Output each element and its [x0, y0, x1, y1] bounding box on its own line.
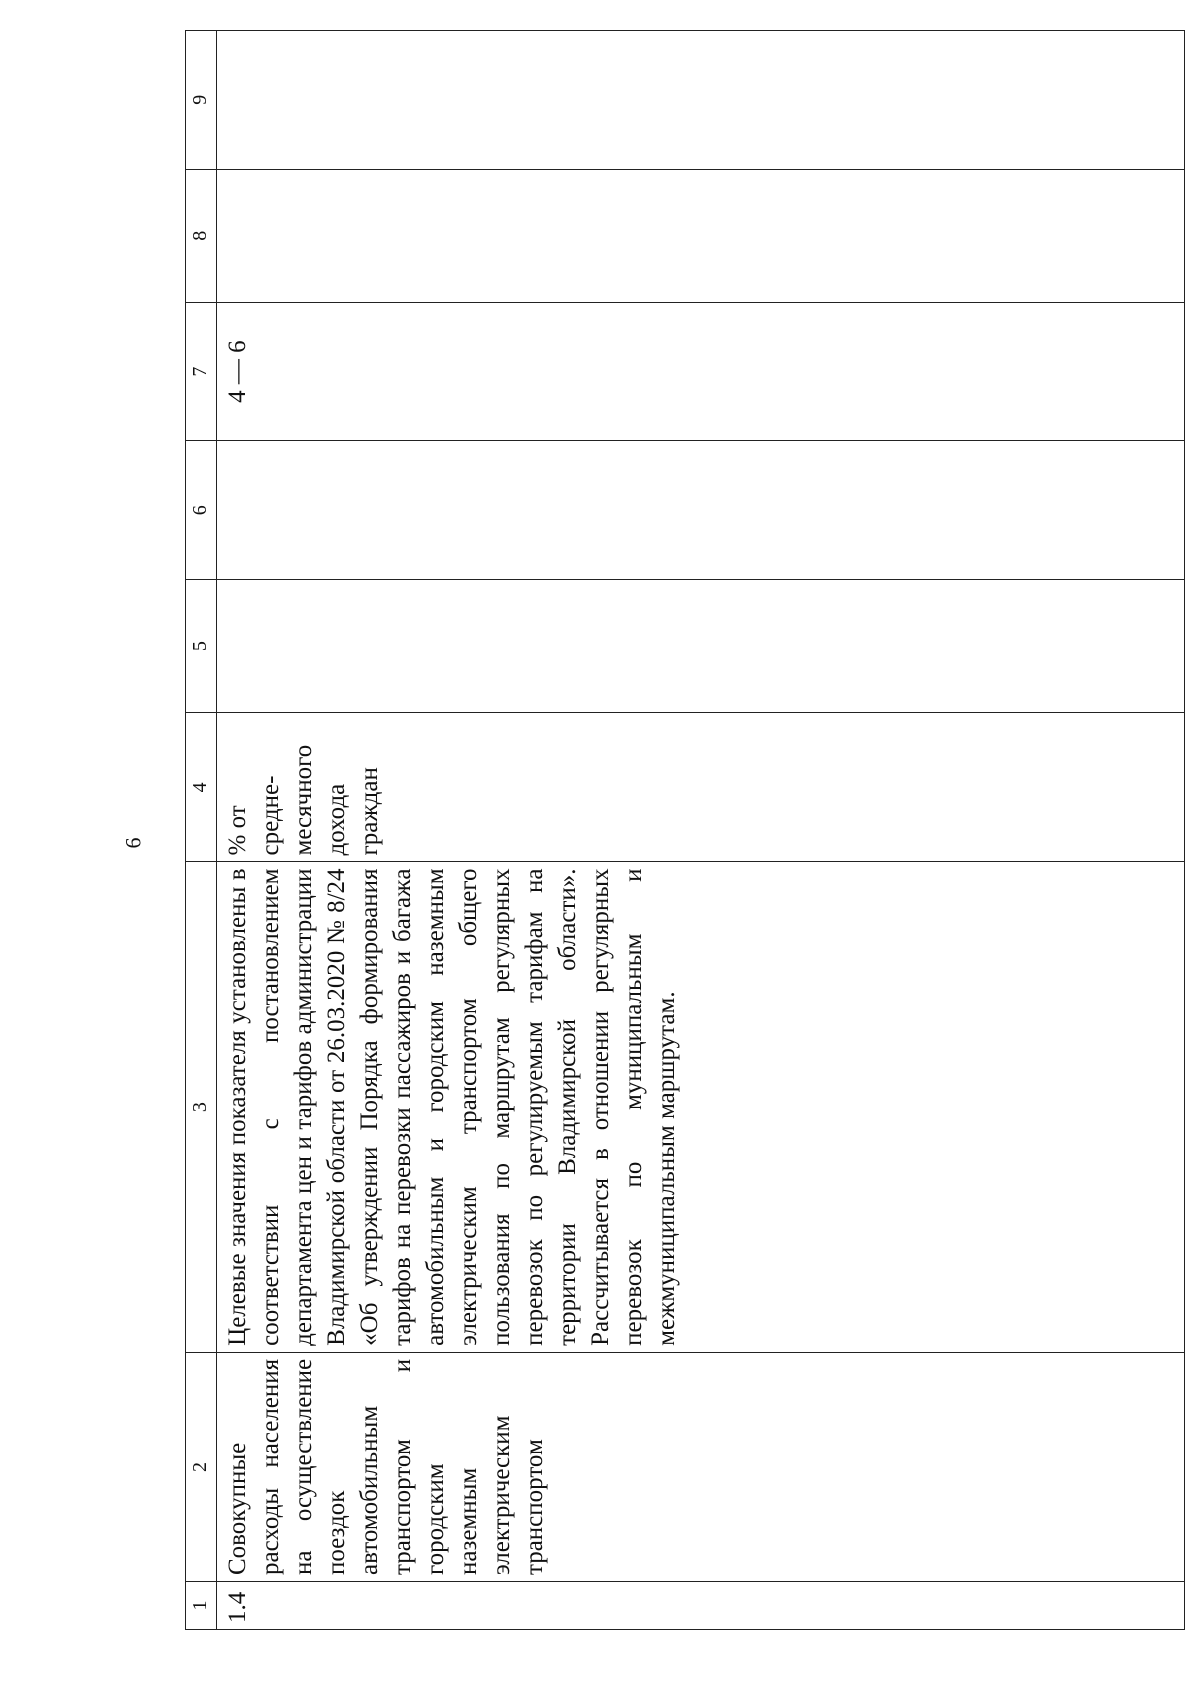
cell-col-6 — [217, 441, 1185, 580]
unit-of-measure: % от средне-месячного дохода граждан — [217, 713, 1185, 862]
cell-col-7: 4 — 6 — [217, 302, 1185, 441]
rotated-table-container — [185, 30, 1185, 1630]
indicator-name: Совокупные расходы населения на осуществление поездок автомобильным транспортом и городским наземным электрическим транспортом — [217, 1352, 1185, 1581]
table-row — [217, 31, 1185, 1630]
indicator-table — [185, 30, 1185, 1630]
header-col-7: 7 — [186, 302, 217, 441]
cell-col-9 — [217, 31, 1185, 170]
indicator-description: Целевые значения показателя установлены в соответствии с постановлением департамента цен и тарифов администрации Владимирской области от 26.03.2020 № 8/24 «Об утверждении Порядка формирования тарифов на перевозки пассажиров и багажа автомобильным и городским наземным электрическим транспортом общего пользования по маршрутам регулярных перевозок по регулируемым тарифам на территории Владимирской области». Рассчитывается в отношении регулярных перевозок по муниципальным и межмуниципальным маршрутам. — [217, 862, 1185, 1352]
cell-col-5 — [217, 580, 1185, 713]
header-col-2: 2 — [186, 1352, 217, 1581]
cell-col-8 — [217, 169, 1185, 302]
header-col-4: 4 — [186, 713, 217, 862]
header-col-8: 8 — [186, 169, 217, 302]
header-col-3: 3 — [186, 862, 217, 1352]
row-number: 1.4 — [217, 1582, 1185, 1630]
page-number: 6 — [120, 837, 146, 849]
header-col-6: 6 — [186, 441, 217, 580]
header-col-9: 9 — [186, 31, 217, 170]
header-col-5: 5 — [186, 580, 217, 713]
header-col-1: 1 — [186, 1582, 217, 1630]
header-row — [186, 31, 217, 1630]
